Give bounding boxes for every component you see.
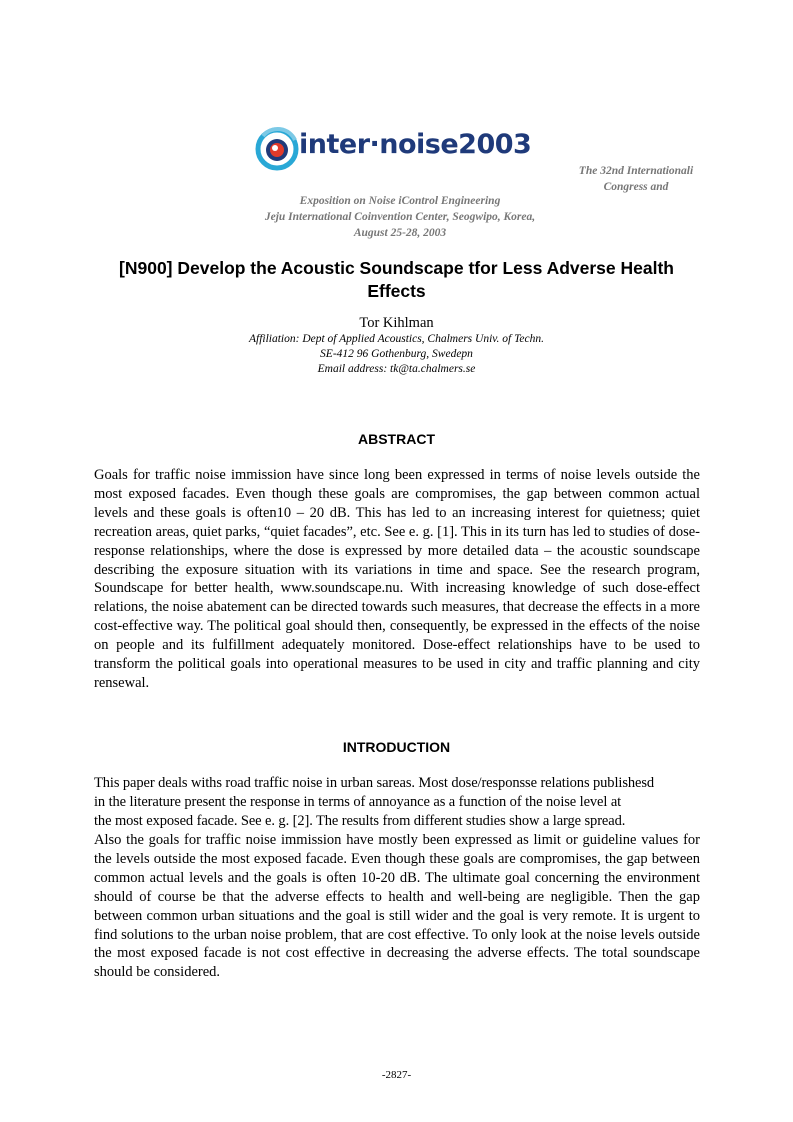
abstract-heading: ABSTRACT	[358, 431, 435, 447]
affiliation-block	[150, 332, 643, 377]
introduction-line: in the literature present the response in terms of annoyance as a function of the noise level at	[94, 793, 622, 810]
abstract-text	[94, 466, 700, 693]
conference-line: August 25-28, 2003	[353, 227, 447, 239]
conference-info-right	[566, 163, 706, 195]
introduction-line: This paper deals withs road traffic noise in urban sareas. Most dose/responsse relations publishesd	[94, 775, 655, 791]
conference-line: The 32nd Internationali	[578, 165, 694, 177]
page-number: -2827-	[381, 1069, 412, 1081]
introduction-text	[94, 831, 700, 982]
introduction-opening-lines	[94, 774, 734, 831]
conference-line: Jeju International Coinvention Center, Seogwipo, Korea,	[264, 211, 536, 223]
abstract-paragraph: Goals for traffic noise immission have since long been expressed in terms of noise levels outside the most exposed facades. Even though these goals are compromises, the gap between common actual levels and these goals is often10 – 20 dB. This has led to an increasing interest for quietness; quiet recreation areas, quiet parks, “quiet facades”, etc. See e. g. [1]. This in its turn has led to studies of dose-response relationships, where the dose is expressed by more detailed data – the acoustic soundscape describing the exposure situation with its variations in time and space. See the research program, Soundscape for better health, www.soundscape.nu. With increasing knowledge of such dose-effect relations, the noise abatement can be directed towards such measures, that decrease the effects in a more cost-effective way. The political goal should then, consequently, be expressed in the effects of the noise on people and its fulfillment adequately monitored. Dose-effect relationships have to be used to transform the political goals into operational measures to be used in city and traffic planning and city rensewal.	[94, 467, 700, 691]
conference-logo	[255, 120, 540, 176]
conference-line: Exposition on Noise iControl Engineering	[299, 195, 501, 207]
logo-swirl-icon	[255, 122, 301, 172]
introduction-paragraph: Also the goals for traffic noise immission have mostly been expressed as limit or guideline values for the levels outside the most exposed facade. Even though these goals are compromises, the gap between common actual levels and the goals is often 10-20 dB. The ultimate goal concerning the environment should of course be that the adverse effects to health and well-being are negligible. Then the gap between common urban situations and the goal is still wider and the goal is very remote. It is urgent to find solutions to the urban noise problem, that are cost effective. To only look at the noise levels outside the most exposed facade is not cost effective in decreasing the adverse effects. The total soundscape should be considered.	[94, 832, 700, 981]
introduction-heading: INTRODUCTION	[342, 739, 451, 755]
paper-title: [N900] Develop the Acoustic Soundscape tfor Less Adverse Health Effects	[119, 258, 674, 301]
affiliation-line: Affiliation: Dept of Applied Acoustics, Chalmers Univ. of Techn.	[248, 333, 545, 345]
conference-line: Congress and	[603, 181, 669, 193]
logo-text: inter·noise2003	[299, 129, 532, 160]
email-address: Email address: tk@ta.chalmers.se	[317, 363, 476, 375]
introduction-line: the most exposed facade. See e. g. [2]. The results from different studies show a large spread.	[94, 812, 626, 829]
affiliation-line: SE-412 96 Gothenburg, Swedepn	[320, 348, 473, 360]
author-name: Tor Kihlman	[359, 315, 434, 331]
conference-info-center	[220, 193, 580, 241]
